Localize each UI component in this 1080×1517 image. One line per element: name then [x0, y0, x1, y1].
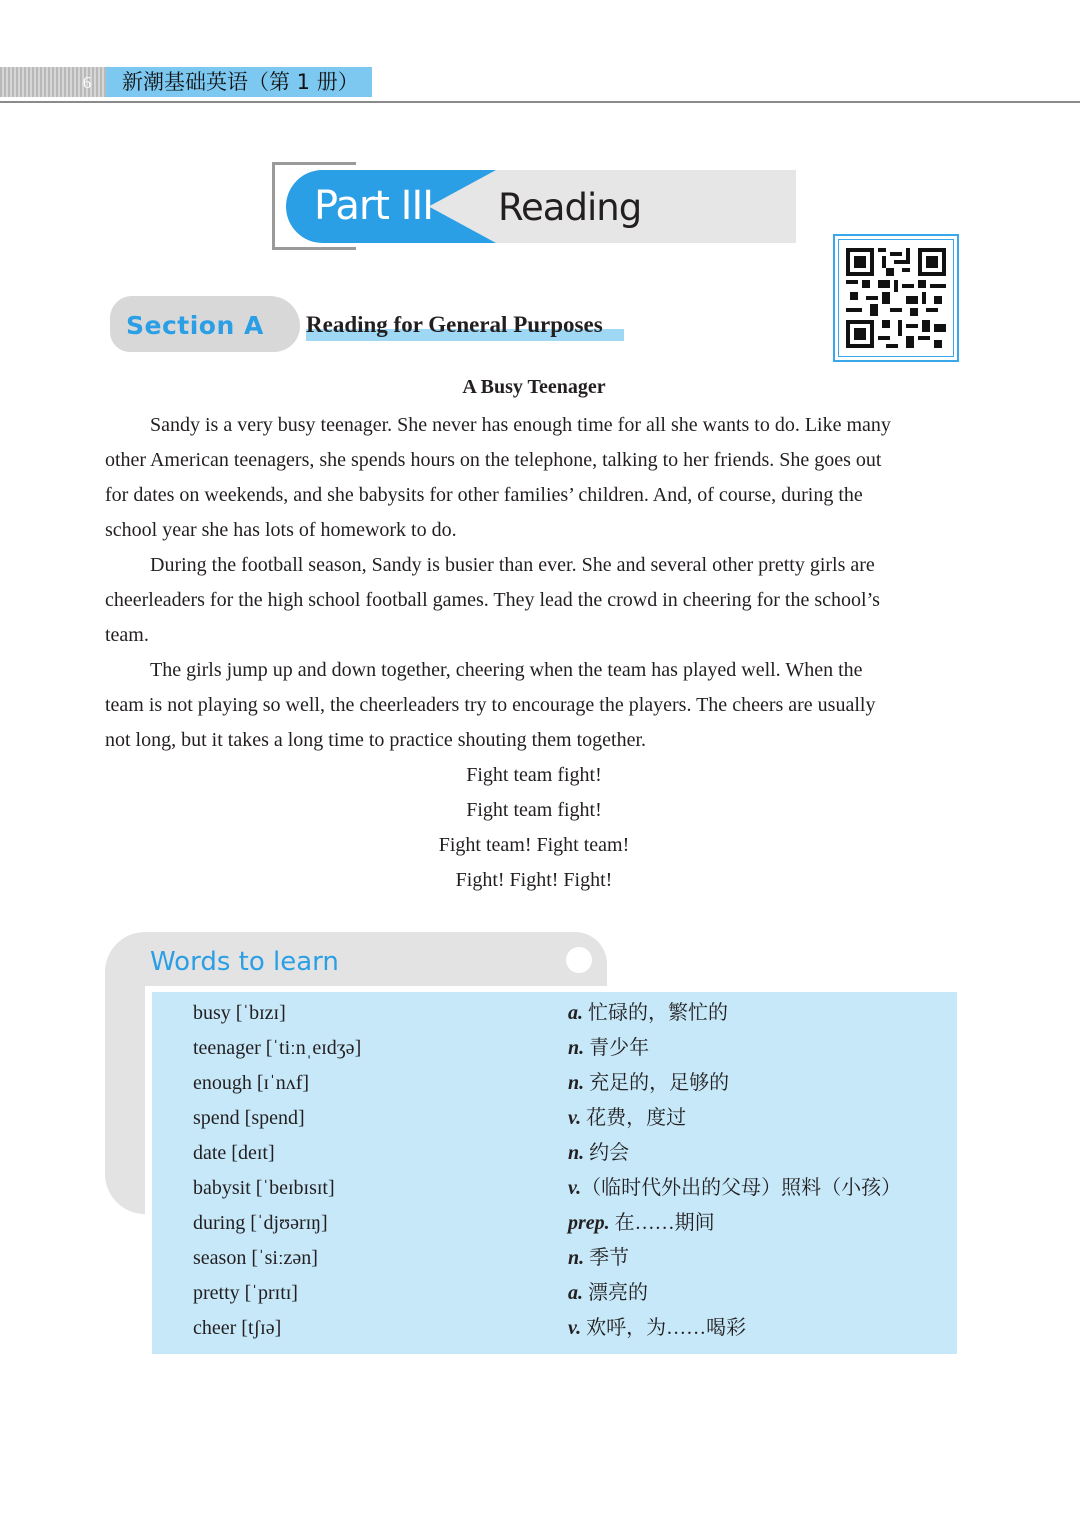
vocab-meaning: 充足的，足够的: [589, 1072, 730, 1094]
part-of-speech: n.: [568, 1247, 585, 1269]
story-title: A Busy Teenager: [462, 376, 606, 398]
part-of-speech: v.: [568, 1107, 582, 1129]
part-of-speech: n.: [568, 1037, 585, 1059]
cheer-line: Fight team! Fight team!: [438, 834, 630, 856]
header-rule: [0, 101, 1080, 103]
vocab-word: during [ˈdjʊərɪŋ]: [193, 1212, 328, 1234]
part-of-speech: v.: [568, 1177, 582, 1199]
vocab-row: [152, 1241, 957, 1276]
paragraph-line: school year she has lots of homework to do.: [105, 519, 457, 541]
vocab-definition: [568, 1031, 649, 1066]
vocab-meaning: 漂亮的: [588, 1282, 648, 1304]
vocab-meaning: 青少年: [589, 1037, 650, 1059]
story-paragraph: [105, 408, 963, 548]
part-of-speech: n.: [568, 1072, 585, 1094]
vocab-meaning: 花费，度过: [586, 1107, 687, 1129]
vocab-definition: [568, 1276, 648, 1311]
vocab-row: [152, 1276, 957, 1311]
vocab-word: pretty [ˈprɪtɪ]: [193, 1282, 298, 1304]
vocab-row: [152, 996, 957, 1031]
vocab-meaning: 季节: [589, 1247, 630, 1269]
paragraph-line: team.: [105, 624, 149, 646]
part-of-speech: a.: [568, 1002, 583, 1024]
vocab-meaning: 在……期间: [614, 1212, 715, 1234]
vocab-meaning: 约会: [589, 1142, 630, 1164]
page-number: 6: [82, 73, 92, 92]
section-label: Section A: [126, 311, 264, 340]
vocab-row: [152, 1031, 957, 1066]
vocab-row: [152, 1206, 957, 1241]
story-paragraph: [105, 548, 963, 653]
vocab-definition: [568, 1171, 901, 1206]
vocab-word: babysit [ˈbeɪbɪsɪt]: [193, 1177, 335, 1199]
vocab-word: spend [spend]: [193, 1107, 305, 1129]
vocab-row: [152, 1066, 957, 1101]
book-title: 新潮基础英语（第 1 册）: [122, 70, 359, 94]
cheer-line: Fight team fight!: [466, 799, 602, 821]
paragraph-line: During the football season, Sandy is busier than ever. She and several other pretty girls are: [150, 554, 875, 576]
vocab-definition: [568, 1241, 629, 1276]
vocab-word: cheer [tʃɪə]: [193, 1317, 282, 1339]
vocab-definition: [568, 996, 728, 1031]
part-name: Reading: [498, 186, 642, 229]
paragraph-line: Sandy is a very busy teenager. She never has enough time for all she wants to do. Like many: [150, 414, 891, 436]
vocab-row: [152, 1136, 957, 1171]
vocab-definition: [568, 1066, 729, 1101]
words-to-learn-title: Words to learn: [150, 947, 339, 977]
vocab-definition: [568, 1206, 715, 1241]
paragraph-line: not long, but it takes a long time to practice shouting them together.: [105, 729, 647, 751]
vocab-definition: [568, 1311, 746, 1346]
paragraph-line: team is not playing so well, the cheerleaders try to encourage the players. The cheers are usually: [105, 694, 876, 716]
paragraph-line: The girls jump up and down together, cheering when the team has played well. When the: [150, 659, 863, 681]
part-of-speech: prep.: [568, 1212, 610, 1234]
paragraph-line: cheerleaders for the high school football games. They lead the crowd in cheering for the school’s: [105, 589, 880, 611]
vocab-word: enough [ɪˈnʌf]: [193, 1072, 310, 1094]
vocab-meaning: 忙碌的，繁忙的: [588, 1002, 728, 1024]
cheer-line: Fight! Fight! Fight!: [455, 869, 613, 891]
cheer-line: Fight team fight!: [466, 764, 602, 786]
part-of-speech: n.: [568, 1142, 585, 1164]
part-of-speech: a.: [568, 1282, 583, 1304]
vocab-word: date [deɪt]: [193, 1142, 275, 1164]
story-paragraph: [105, 653, 963, 758]
vocab-row: [152, 1101, 957, 1136]
vocab-word: season [ˈsiːzən]: [193, 1247, 318, 1269]
part-of-speech: v.: [568, 1317, 582, 1339]
part-label: Part III: [314, 183, 434, 229]
vocab-row: [152, 1311, 957, 1346]
section-title: Reading for General Purposes: [306, 312, 603, 337]
vocab-definition: [568, 1136, 629, 1171]
vocab-row: [152, 1171, 957, 1206]
vocab-definition: [568, 1101, 686, 1136]
vocab-meaning: （临时代外出的父母）照料（小孩）: [581, 1177, 902, 1199]
vocab-word: teenager [ˈtiːnˌeɪdʒə]: [193, 1037, 362, 1059]
vocab-word: busy [ˈbɪzɪ]: [193, 1002, 286, 1024]
tab-dot: [566, 947, 592, 973]
qr-pattern: [846, 248, 946, 348]
vocab-meaning: 欢呼，为……喝彩: [586, 1317, 747, 1339]
paragraph-line: for dates on weekends, and she babysits for other families’ children. And, of course, during the: [105, 484, 863, 506]
paragraph-line: other American teenagers, she spends hours on the telephone, talking to her friends. She goes out: [105, 449, 882, 471]
